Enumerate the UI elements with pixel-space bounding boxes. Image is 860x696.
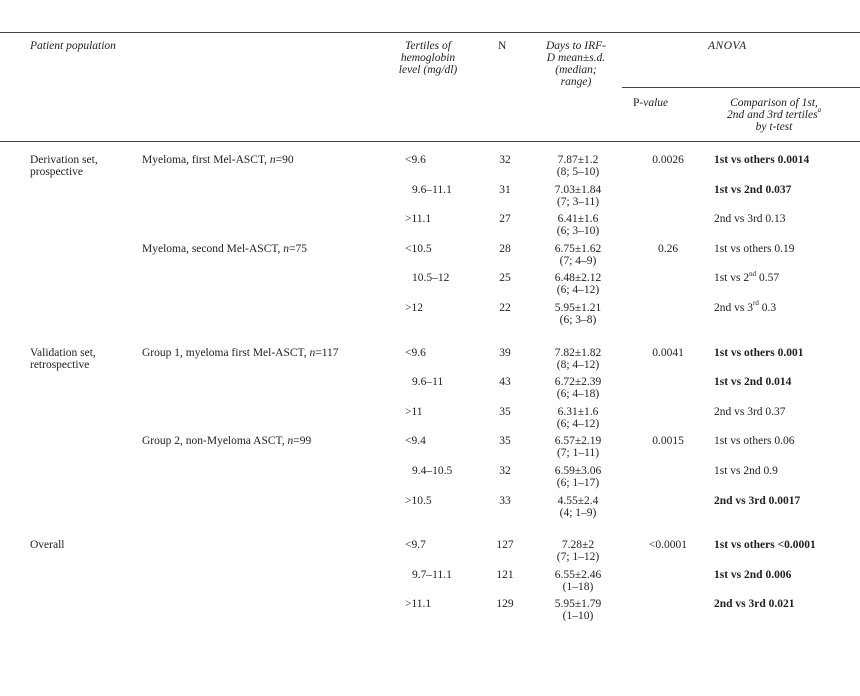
tertile-cell: >10.5 xyxy=(405,494,432,507)
anova-rule xyxy=(622,87,860,88)
comparison-cell: 1st vs 2nd 0.9 xyxy=(714,465,778,477)
header-patient-population: Patient population xyxy=(30,40,116,52)
population-label: Validation set, retrospective xyxy=(30,346,96,371)
comparison-cell: 1st vs 2nd 0.014 xyxy=(714,376,792,389)
header-pvalue: P-value xyxy=(633,97,669,109)
n-cell: 32 xyxy=(499,154,511,166)
n-cell: 33 xyxy=(499,494,511,507)
n-cell: 31 xyxy=(499,183,511,196)
comparison-cell: 1st vs others 0.19 xyxy=(714,242,795,255)
n-cell: 35 xyxy=(499,405,511,418)
header-comparison: Comparison of 1st, 2nd and 3rd tertiles$^a$ by t-test xyxy=(726,97,822,133)
n-cell: 43 xyxy=(499,376,511,389)
population-label: Derivation set, prospective xyxy=(30,154,98,178)
days-cell: 6.57±2.19 (7; 1–11) xyxy=(554,435,602,460)
days-cell: 5.95±1.21 (6; 3–8) xyxy=(554,302,602,326)
n-cell: 28 xyxy=(499,242,511,255)
tertile-cell: >11.1 xyxy=(405,213,432,226)
comparison-cell: 1st vs others <0.0001 xyxy=(714,539,816,552)
top-rule xyxy=(0,32,860,33)
tertile-cell: <10.5 xyxy=(405,242,432,255)
comparison-cell: 2nd vs 3rd 0.3 xyxy=(714,299,777,314)
population-label: Overall xyxy=(30,539,65,552)
n-cell: 32 xyxy=(499,465,511,477)
header-n: N xyxy=(498,40,507,52)
days-cell: 6.75±1.62 (7; 4–9) xyxy=(554,242,602,267)
n-cell: 27 xyxy=(499,213,511,226)
tertile-cell: <9.7 xyxy=(405,539,426,552)
days-cell: 6.72±2.39 (6; 4–18) xyxy=(554,376,602,401)
days-cell: 6.31±1.6 (6; 4–12) xyxy=(556,405,600,430)
tertile-cell: 9.4–10.5 xyxy=(412,465,453,477)
comparison-cell: 1st vs others 0.001 xyxy=(714,346,804,359)
tertile-cell: 9.6–11.1 xyxy=(412,183,452,196)
n-cell: 22 xyxy=(499,302,511,314)
tertile-cell: 10.5–12 xyxy=(412,272,450,285)
pvalue-cell: 0.26 xyxy=(657,242,679,255)
n-cell: 129 xyxy=(496,598,514,611)
comparison-cell: 2nd vs 3rd 0.0017 xyxy=(714,494,801,507)
comparison-cell: 2nd vs 3rd 0.13 xyxy=(714,213,786,226)
header-anova: ANOVA xyxy=(708,40,747,52)
tertile-cell: 9.7–11.1 xyxy=(412,568,452,581)
days-cell: 7.28±2 (7; 1–12) xyxy=(556,539,600,564)
n-cell: 35 xyxy=(499,435,511,448)
tertile-cell: <9.4 xyxy=(405,435,426,448)
comparison-cell: 2nd vs 3rd 0.37 xyxy=(714,405,786,418)
tertile-cell: >12 xyxy=(405,302,423,314)
n-cell: 121 xyxy=(496,568,514,581)
tertile-cell: 9.6–11 xyxy=(412,376,444,389)
pvalue-cell: 0.0026 xyxy=(652,154,684,166)
pvalue-cell: 0.0015 xyxy=(652,435,684,448)
n-cell: 25 xyxy=(499,272,511,285)
header-tertiles: Tertiles of hemoglobin level (mg/dl) xyxy=(398,40,458,76)
days-cell: 7.03±1.84 (7; 3–11) xyxy=(554,183,602,208)
tertile-cell: <9.6 xyxy=(405,346,426,359)
days-cell: 6.55±2.46 (1–18) xyxy=(554,568,602,593)
n-cell: 127 xyxy=(496,539,514,552)
days-cell: 6.48±2.12 (6; 4–12) xyxy=(554,272,602,297)
tertile-cell: >11 xyxy=(405,405,423,418)
header-rule xyxy=(0,141,860,142)
subgroup-label: Group 2, non-Myeloma ASCT, n=99 xyxy=(142,435,312,448)
subgroup-label: Myeloma, first Mel-ASCT, n=90 xyxy=(142,154,294,166)
comparison-cell: 1st vs 2nd 0.57 xyxy=(714,269,780,285)
days-cell: 6.41±1.6 (6; 3–10) xyxy=(556,213,600,238)
tertile-cell: <9.6 xyxy=(405,154,426,166)
days-cell: 4.55±2.4 (4; 1–9) xyxy=(557,494,599,519)
comparison-cell: 1st vs others 0.06 xyxy=(714,435,795,448)
days-cell: 7.87±1.2 (8; 5–10) xyxy=(556,154,600,178)
subgroup-label: Group 1, myeloma first Mel-ASCT, n=117 xyxy=(142,346,339,359)
pvalue-cell: 0.0041 xyxy=(652,346,684,359)
days-cell: 5.95±1.79 (1–10) xyxy=(554,598,602,623)
comparison-cell: 2nd vs 3rd 0.021 xyxy=(714,598,795,611)
n-cell: 39 xyxy=(499,346,511,359)
comparison-cell: 1st vs 2nd 0.037 xyxy=(714,183,792,196)
days-cell: 6.59±3.06 (6; 1–17) xyxy=(554,465,602,489)
days-cell: 7.82±1.82 (8; 4–12) xyxy=(554,346,602,371)
tertile-cell: >11.1 xyxy=(405,598,432,611)
comparison-cell: 1st vs others 0.0014 xyxy=(714,154,810,166)
pvalue-cell: <0.0001 xyxy=(648,539,688,552)
subgroup-label: Myeloma, second Mel-ASCT, n=75 xyxy=(142,242,308,255)
header-days: Days to IRF- D mean±s.d. (median; range) xyxy=(545,40,607,88)
comparison-cell: 1st vs 2nd 0.006 xyxy=(714,568,792,581)
